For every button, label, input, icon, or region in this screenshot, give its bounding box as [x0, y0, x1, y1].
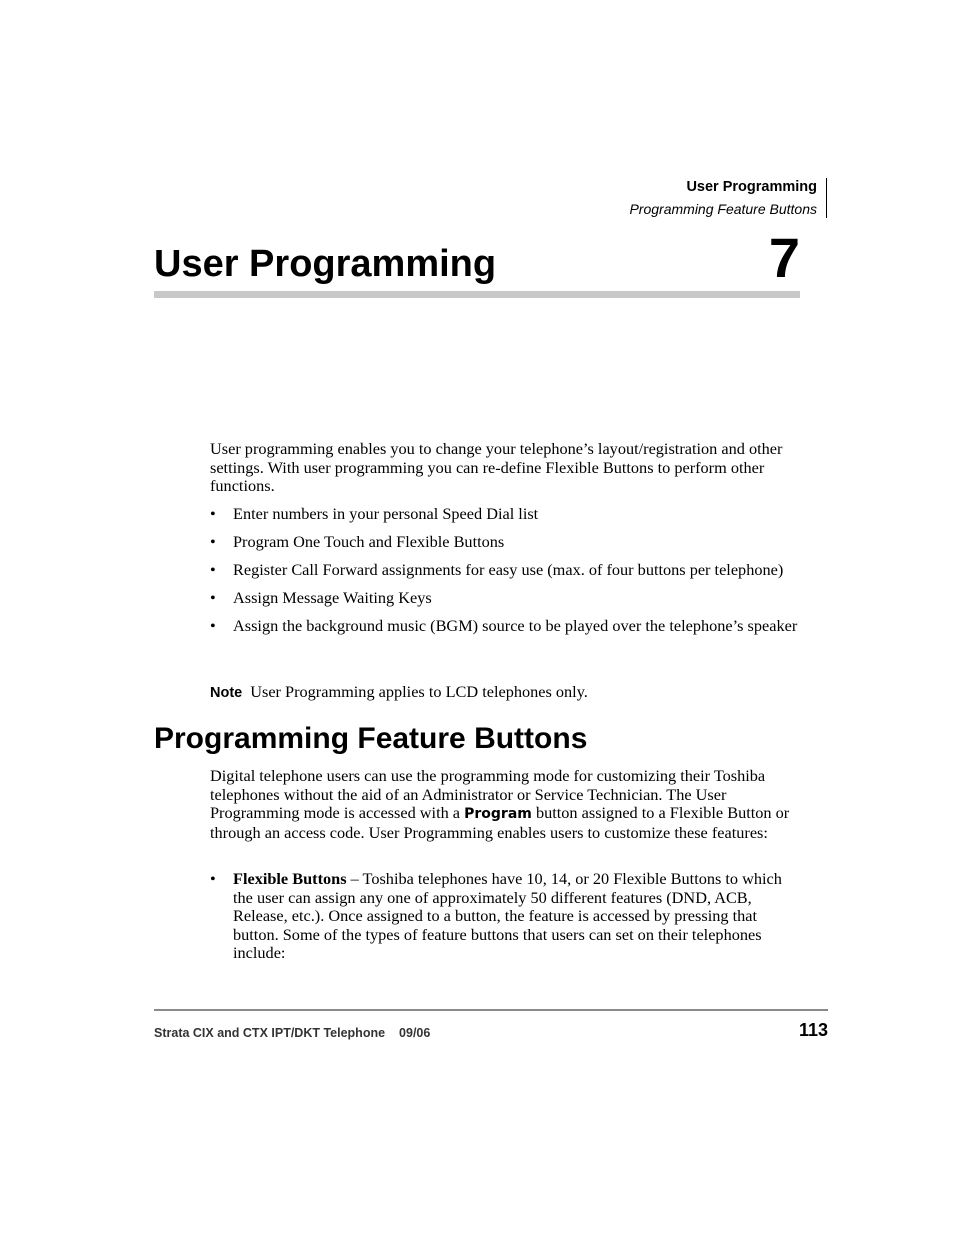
running-head-section: Programming Feature Buttons — [629, 201, 817, 217]
page-number: 113 — [798, 1020, 828, 1040]
list-item — [210, 617, 798, 636]
section-paragraph-start: Digital telephone users can use the programming mode for customizing their Toshiba telephones without the aid of an Administrator or Service Technician. The User Programming mode is accessed with a — [210, 766, 766, 823]
list-item-text: Enter numbers in your personal Speed Dial list — [233, 504, 539, 523]
section-paragraph-end: button assigned to a Flexible Button or through an access code. User Programming enables users to customize these features: — [210, 803, 790, 842]
list-item-text: Assign Message Waiting Keys — [233, 587, 432, 607]
note — [210, 683, 810, 703]
footer-rule — [154, 1009, 828, 1011]
running-head — [629, 176, 817, 220]
note-label: Note — [210, 685, 243, 701]
chapter-number: 7 — [768, 226, 800, 289]
flexible-buttons-description: – Toshiba telephones have 10, 14, or 20 Flexible Buttons to which the user can assign any one of approximately 50 different features (DND, ACB, Release, etc.). Once assigned to a button, the feature is accessed by pressing that button. Some of the types of feature buttons that users can set on their telephones include: — [233, 869, 782, 963]
chapter-title: User Programming — [154, 243, 497, 285]
bullet-marker: • — [210, 869, 216, 888]
list-item — [210, 505, 798, 524]
feature-bullet-list — [210, 870, 810, 963]
list-item-text: Program One Touch and Flexible Buttons — [233, 531, 505, 551]
program-key-label: Program — [464, 806, 532, 823]
bullet-marker: • — [210, 504, 216, 523]
intro-bullet-list — [210, 505, 810, 645]
bullet-marker: • — [210, 615, 216, 635]
running-head-chapter: User Programming — [686, 179, 817, 195]
publication-date: 09/06 — [399, 1026, 431, 1040]
list-item — [210, 561, 798, 580]
section-title: Programming Feature Buttons — [154, 722, 588, 755]
bullet-marker: • — [210, 531, 216, 551]
flexible-buttons-term: Flexible Buttons — [233, 869, 347, 888]
bullet-marker: • — [210, 559, 216, 579]
section-paragraph — [210, 767, 802, 842]
publication-title: Strata CIX and CTX IPT/DKT Telephone — [154, 1026, 386, 1040]
bullet-marker: • — [210, 587, 216, 607]
chapter-title-rule — [154, 291, 800, 298]
footer-publication — [154, 1026, 430, 1040]
running-head-rule — [826, 178, 827, 218]
intro-paragraph: User programming enables you to change your telephone’s layout/registration and other settings. With user programming you can re-define Flexible Buttons to perform other functions. — [210, 439, 783, 496]
list-item — [210, 870, 800, 963]
list-item-text: Assign the background music (BGM) source to be played over the telephone’s speaker — [233, 615, 798, 635]
list-item — [210, 533, 798, 552]
list-item — [210, 589, 798, 608]
note-text: User Programming applies to LCD telephones only. — [250, 682, 588, 701]
list-item-text: Register Call Forward assignments for easy use (max. of four buttons per telephone) — [233, 559, 784, 579]
